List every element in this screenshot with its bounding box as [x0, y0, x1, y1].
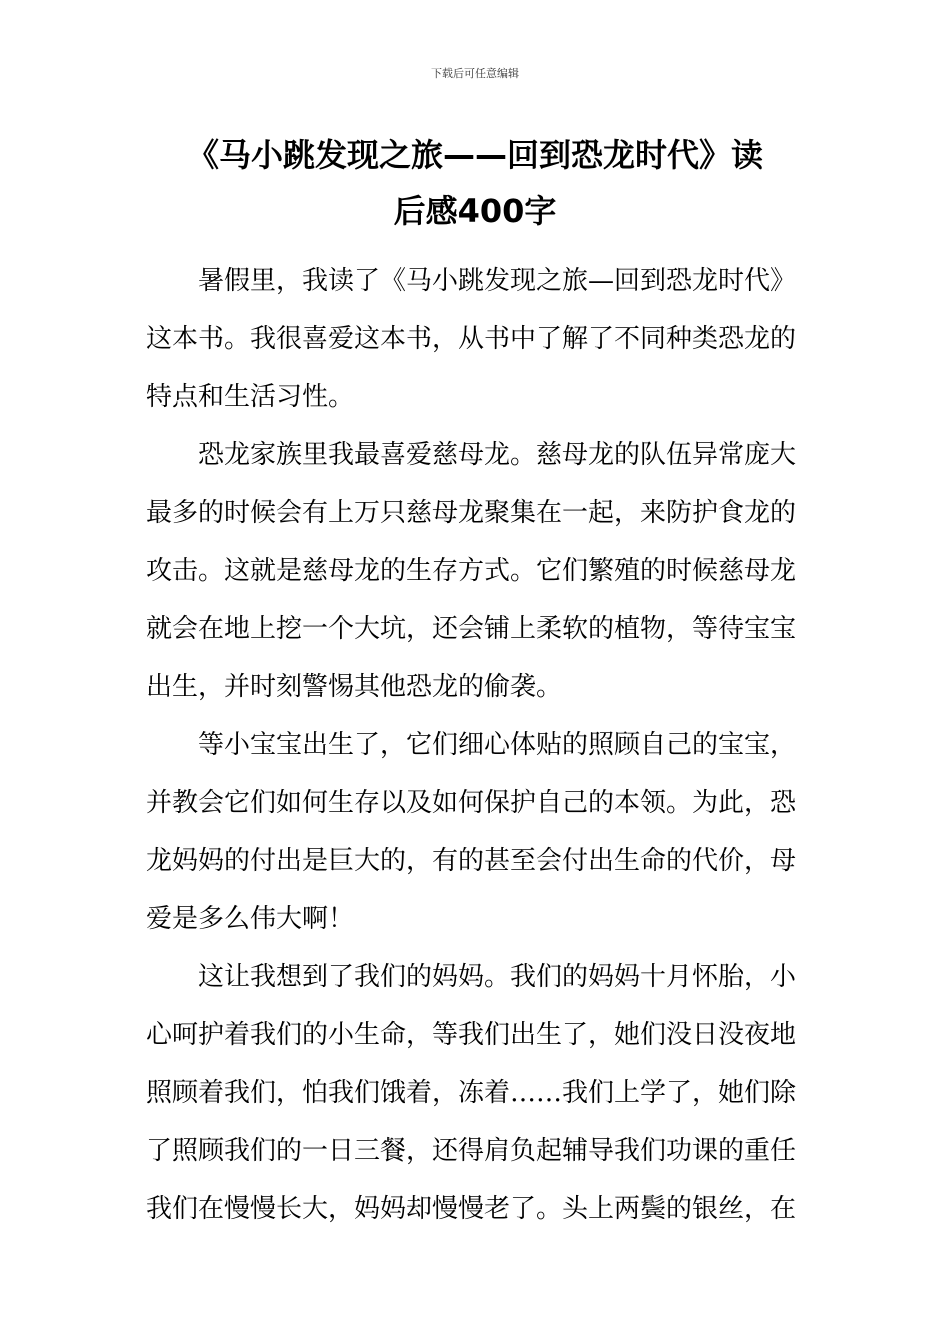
paragraph-line: 出生，并时刻警惕其他恐龙的偷袭。 — [146, 672, 563, 702]
paragraph-line: 心呵护着我们的小生命，等我们出生了，她们没日没夜地 — [146, 1020, 797, 1050]
paragraph-line: 最多的时候会有上万只慈母龙聚集在一起，来防护食龙的 — [146, 498, 797, 528]
paragraph-3 — [146, 716, 810, 948]
paragraph-line: 这让我想到了我们的妈妈。我们的妈妈十月怀胎，小 — [198, 962, 797, 992]
paragraph-line: 这本书。我很喜爱这本书，从书中了解了不同种类恐龙的 — [146, 324, 797, 354]
title-line: 后感400字 — [393, 192, 557, 230]
title-line: 《马小跳发现之旅——回到恐龙时代》读 — [186, 136, 763, 174]
header-note: 下载后可任意编辑 — [431, 67, 519, 80]
paragraph-1 — [146, 252, 810, 426]
document-body — [146, 252, 810, 1238]
paragraph-line: 攻击。这就是慈母龙的生存方式。它们繁殖的时候慈母龙 — [146, 556, 797, 586]
paragraph-line: 龙妈妈的付出是巨大的，有的甚至会付出生命的代价，母 — [146, 846, 797, 876]
paragraph-line: 等小宝宝出生了，它们细心体贴的照顾自己的宝宝， — [198, 730, 797, 760]
document-title — [140, 127, 810, 239]
paragraph-line: 并教会它们如何生存以及如何保护自己的本领。为此，恐 — [146, 788, 797, 818]
paragraph-line: 暑假里，我读了《马小跳发现之旅—回到恐龙时代》 — [198, 266, 797, 296]
paragraph-2 — [146, 426, 810, 716]
paragraph-line: 特点和生活习性。 — [146, 382, 355, 412]
paragraph-line: 恐龙家族里我最喜爱慈母龙。慈母龙的队伍异常庞大 — [198, 440, 797, 470]
paragraph-4 — [146, 948, 810, 1238]
paragraph-line: 就会在地上挖一个大坑，还会铺上柔软的植物，等待宝宝 — [146, 614, 797, 644]
paragraph-line: 了照顾我们的一日三餐，还得肩负起辅导我们功课的重任 — [146, 1136, 797, 1166]
paragraph-line: 照顾着我们，怕我们饿着，冻着……我们上学了，她们除 — [146, 1078, 797, 1108]
paragraph-line: 爱是多么伟大啊！ — [146, 904, 355, 934]
paragraph-line: 我们在慢慢长大，妈妈却慢慢老了。头上两鬓的银丝，在 — [146, 1194, 797, 1224]
